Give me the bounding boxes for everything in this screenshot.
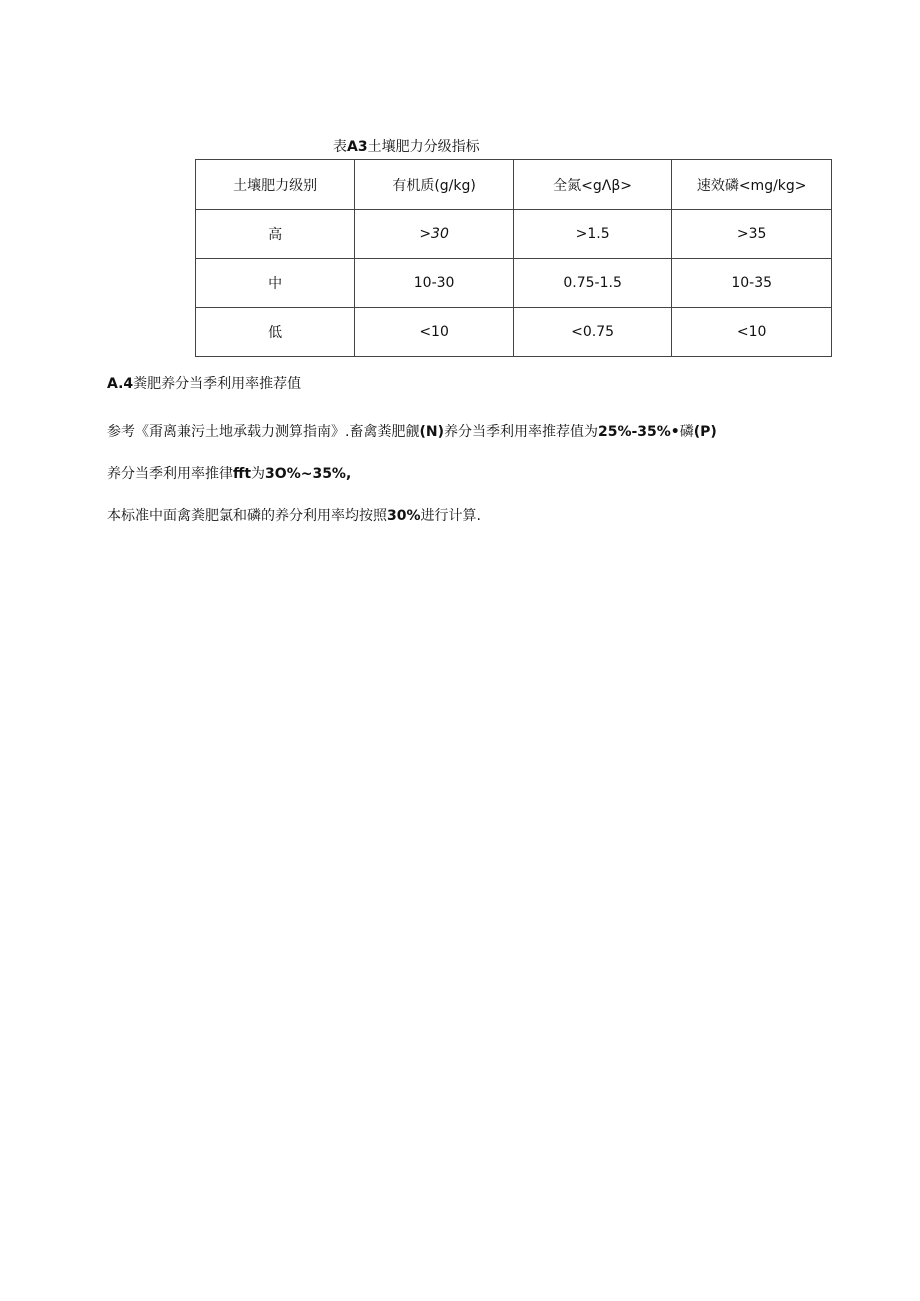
cell-phosphorus: 10-35	[672, 259, 832, 308]
p1-text-d: 25%-35%•	[597, 424, 680, 440]
section-title: 粪肥养分当季利用率推荐值	[133, 376, 302, 392]
cell-organic: <10	[355, 308, 513, 357]
cell-nitrogen: >1.5	[513, 210, 672, 259]
table-row	[196, 259, 832, 308]
cell-phosphorus: >35	[672, 210, 832, 259]
p2-text-a: 养分当季利用率推律	[107, 466, 233, 482]
cell-organic: >30	[355, 210, 513, 259]
cell-nitrogen: 0.75-1.5	[513, 259, 672, 308]
table-row	[196, 308, 832, 357]
soil-fertility-table	[195, 159, 832, 357]
p1-text-a: 参考《甭离兼污土地承载力测算指南》.畜禽粪肥觎	[107, 424, 420, 440]
p1-text-e: 磷	[679, 424, 694, 440]
p2-text-d: 3O%~35%,	[265, 466, 352, 482]
table-caption-title: 土壤肥力分级指标	[367, 139, 480, 155]
table-header-row	[196, 160, 832, 210]
p2-text-b: fft	[233, 466, 252, 482]
paragraph-3	[107, 506, 481, 526]
p3-text-b: 30%	[387, 508, 421, 524]
cell-organic: 10-30	[355, 259, 513, 308]
header-organic-matter: 有机质(g/kg)	[355, 160, 513, 210]
table-caption-prefix: 表	[333, 139, 347, 155]
header-fertility-level: 土壤肥力级别	[196, 160, 355, 210]
cell-level: 高	[196, 210, 355, 259]
cell-level: 低	[196, 308, 355, 357]
p3-text-c: 进行计算.	[420, 508, 481, 524]
table-row	[196, 210, 832, 259]
header-available-phosphorus: 速效磷<mg/kg>	[672, 160, 832, 210]
paragraph-1	[107, 422, 717, 442]
cell-nitrogen: <0.75	[513, 308, 672, 357]
section-code: A.4	[107, 376, 134, 392]
section-heading	[107, 374, 301, 394]
table-caption	[333, 138, 480, 156]
cell-phosphorus: <10	[672, 308, 832, 357]
p1-text-c: 养分当季利用率推荐值为	[443, 424, 598, 440]
p1-text-f: (P)	[693, 424, 717, 440]
header-total-nitrogen: 全氮<gΛβ>	[513, 160, 672, 210]
p3-text-a: 本标准中面禽粪肥氯和磷的养分利用率均按照	[107, 508, 387, 524]
table-caption-code: A3	[347, 139, 368, 155]
p1-text-b: (N)	[419, 424, 444, 440]
cell-level: 中	[196, 259, 355, 308]
p2-text-c: 为	[251, 466, 266, 482]
paragraph-2	[107, 464, 351, 484]
